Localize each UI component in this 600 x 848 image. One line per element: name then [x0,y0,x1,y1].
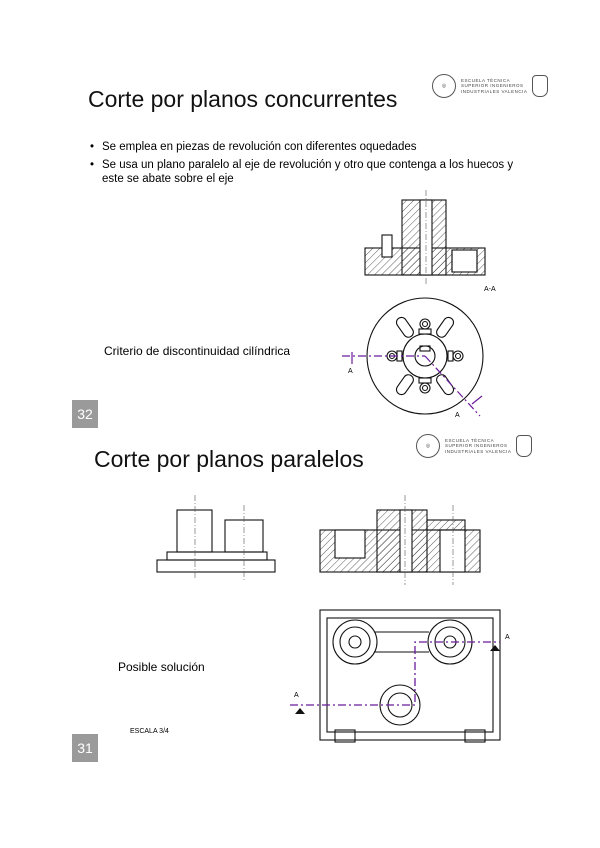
cut-label-right: A [505,634,510,641]
page-number-badge: 32 [72,400,98,428]
bullet-item: • Se emplea en piezas de revolución con diferentes oquedades [90,140,520,154]
parallel-section-drawing [125,490,520,750]
school-crest-icon [532,75,548,97]
school-crest-icon [516,435,532,457]
logo-text: ESCUELA TÉCNICA SUPERIOR INGENIEROS INDUSTRIALES VALENCIA [445,437,512,454]
school-logo [432,74,548,98]
cut-label-left: A [294,692,299,699]
university-seal-icon: ◎ [432,74,456,98]
figure-caption: Criterio de discontinuidad cilíndrica [104,344,291,358]
slide-title: Corte por planos concurrentes [88,86,398,112]
page-number-badge: 31 [72,734,98,762]
plan-view-drawing [340,296,500,426]
bullet-list [90,140,520,190]
school-logo [416,434,532,458]
slide-parallel-planes [0,430,600,848]
university-seal-icon: ◎ [416,434,440,458]
figure-caption: Posible solución [118,660,205,674]
section-view-drawing [360,190,490,290]
logo-text: ESCUELA TÉCNICA SUPERIOR INGENIEROS INDUSTRIALES VALENCIA [461,77,528,94]
slide-title: Corte por planos paralelos [94,446,364,472]
cut-label-left: A [348,368,353,375]
cut-label-right: A [455,412,460,419]
bullet-item: • Se usa un plano paralelo al eje de revolución y otro que contenga a los huecos y este se abate sobre el eje [90,158,520,186]
section-label: A-A [484,286,496,293]
scale-label: ESCALA 3/4 [130,728,169,735]
